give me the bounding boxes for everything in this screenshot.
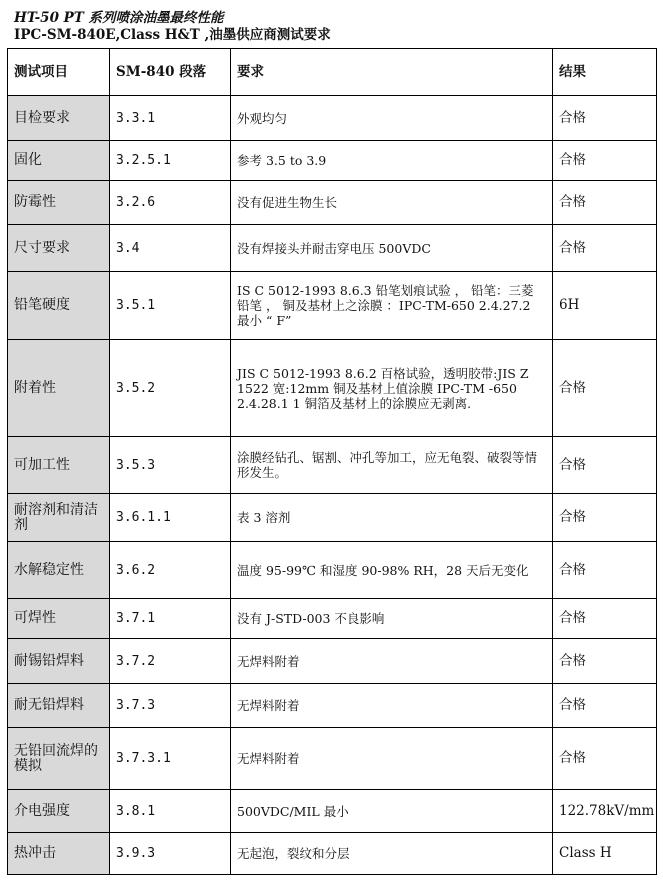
requirement-cell: 无起泡，裂纹和分层: [231, 833, 553, 875]
requirement-cell: 参考 3.5 to 3.9: [231, 141, 553, 181]
requirement-cell: 没有焊接头并耐击穿电压 500VDC: [231, 225, 553, 272]
result-cell: 122.78kV/mm: [553, 790, 657, 833]
paragraph-cell: 3.2.5.1: [110, 141, 231, 181]
paragraph-cell: 3.4: [110, 225, 231, 272]
paragraph-cell: 3.3.1: [110, 96, 231, 141]
table-row: [8, 181, 657, 225]
result-cell: 合格: [553, 225, 657, 272]
table-row: [8, 639, 657, 684]
requirement-cell: 表 3 溶剂: [231, 494, 553, 542]
table-body: [8, 96, 657, 875]
table-row: [8, 728, 657, 790]
requirement-cell: 涂膜经钻孔、锯割、冲孔等加工，应无龟裂、破裂等情形发生。: [231, 437, 553, 494]
table-row: [8, 437, 657, 494]
paragraph-cell: 3.6.2: [110, 542, 231, 599]
header-test-item: 测试项目: [8, 49, 110, 96]
requirement-cell: 无焊料附着: [231, 684, 553, 728]
paragraph-cell: 3.7.3: [110, 684, 231, 728]
result-cell: 6H: [553, 272, 657, 340]
requirement-cell: 无焊料附着: [231, 639, 553, 684]
table-row: [8, 790, 657, 833]
test-item-cell: 水解稳定性: [8, 542, 110, 599]
result-cell: 合格: [553, 599, 657, 639]
table-row: [8, 542, 657, 599]
table-row: [8, 833, 657, 875]
requirement-cell: IS C 5012-1993 8.6.3 铅笔划痕试验 ， 铅笔：三菱铅笔 ， 铜及基材上之涂膜 ：IPC-TM-650 2.4.27.2 最小 “ F”: [231, 272, 553, 340]
paragraph-cell: 3.7.2: [110, 639, 231, 684]
result-cell: 合格: [553, 542, 657, 599]
table-header-row: [8, 49, 657, 96]
paragraph-cell: 3.5.2: [110, 340, 231, 437]
test-item-cell: 耐溶剂和清洁剂: [8, 494, 110, 542]
test-item-cell: 无铅回流焊的模拟: [8, 728, 110, 790]
document-subtitle: IPC-SM-840E,Class H&T ,油墨供应商测试要求: [14, 27, 331, 43]
paragraph-cell: 3.2.6: [110, 181, 231, 225]
result-cell: 合格: [553, 96, 657, 141]
requirement-cell: 外观均匀: [231, 96, 553, 141]
result-cell: 合格: [553, 437, 657, 494]
table-row: [8, 225, 657, 272]
header-sm840-paragraph: SM-840 段落: [110, 49, 231, 96]
requirement-cell: 温度 95-99℃ 和湿度 90-98% RH，28 天后无变化: [231, 542, 553, 599]
table-row: [8, 96, 657, 141]
test-item-cell: 固化: [8, 141, 110, 181]
result-cell: 合格: [553, 728, 657, 790]
requirement-cell: 没有促进生物生长: [231, 181, 553, 225]
table-row: [8, 684, 657, 728]
test-item-cell: 铅笔硬度: [8, 272, 110, 340]
test-item-cell: 介电强度: [8, 790, 110, 833]
result-cell: 合格: [553, 181, 657, 225]
result-cell: 合格: [553, 141, 657, 181]
requirement-cell: 无焊料附着: [231, 728, 553, 790]
header-requirement: 要求: [231, 49, 553, 96]
paragraph-cell: 3.6.1.1: [110, 494, 231, 542]
table-row: [8, 494, 657, 542]
table-row: [8, 272, 657, 340]
paragraph-cell: 3.5.1: [110, 272, 231, 340]
test-item-cell: 可焊性: [8, 599, 110, 639]
test-item-cell: 防霉性: [8, 181, 110, 225]
result-cell: 合格: [553, 494, 657, 542]
test-item-cell: 目检要求: [8, 96, 110, 141]
test-item-cell: 尺寸要求: [8, 225, 110, 272]
result-cell: 合格: [553, 684, 657, 728]
requirement-cell: 没有 J-STD-003 不良影响: [231, 599, 553, 639]
requirement-cell: JIS C 5012-1993 8.6.2 百格试验，透明胶带:JIS Z 1522 宽:12mm 铜及基材上值涂膜 IPC-TM -650 2.4.28.1 1 铜箔及基材上的涂膜应无剥离.: [231, 340, 553, 437]
test-item-cell: 热冲击: [8, 833, 110, 875]
requirement-cell: 500VDC/MIL 最小: [231, 790, 553, 833]
document-title: HT-50 PT 系列喷涂油墨最终性能: [14, 10, 224, 26]
table-row: [8, 599, 657, 639]
test-item-cell: 可加工性: [8, 437, 110, 494]
paragraph-cell: 3.7.3.1: [110, 728, 231, 790]
performance-table: [7, 48, 657, 875]
table-row: [8, 340, 657, 437]
paragraph-cell: 3.5.3: [110, 437, 231, 494]
result-cell: 合格: [553, 340, 657, 437]
result-cell: Class H: [553, 833, 657, 875]
test-item-cell: 耐无铅焊料: [8, 684, 110, 728]
paragraph-cell: 3.9.3: [110, 833, 231, 875]
header-result: 结果: [553, 49, 657, 96]
test-item-cell: 附着性: [8, 340, 110, 437]
paragraph-cell: 3.7.1: [110, 599, 231, 639]
result-cell: 合格: [553, 639, 657, 684]
table-row: [8, 141, 657, 181]
paragraph-cell: 3.8.1: [110, 790, 231, 833]
test-item-cell: 耐锡铅焊料: [8, 639, 110, 684]
